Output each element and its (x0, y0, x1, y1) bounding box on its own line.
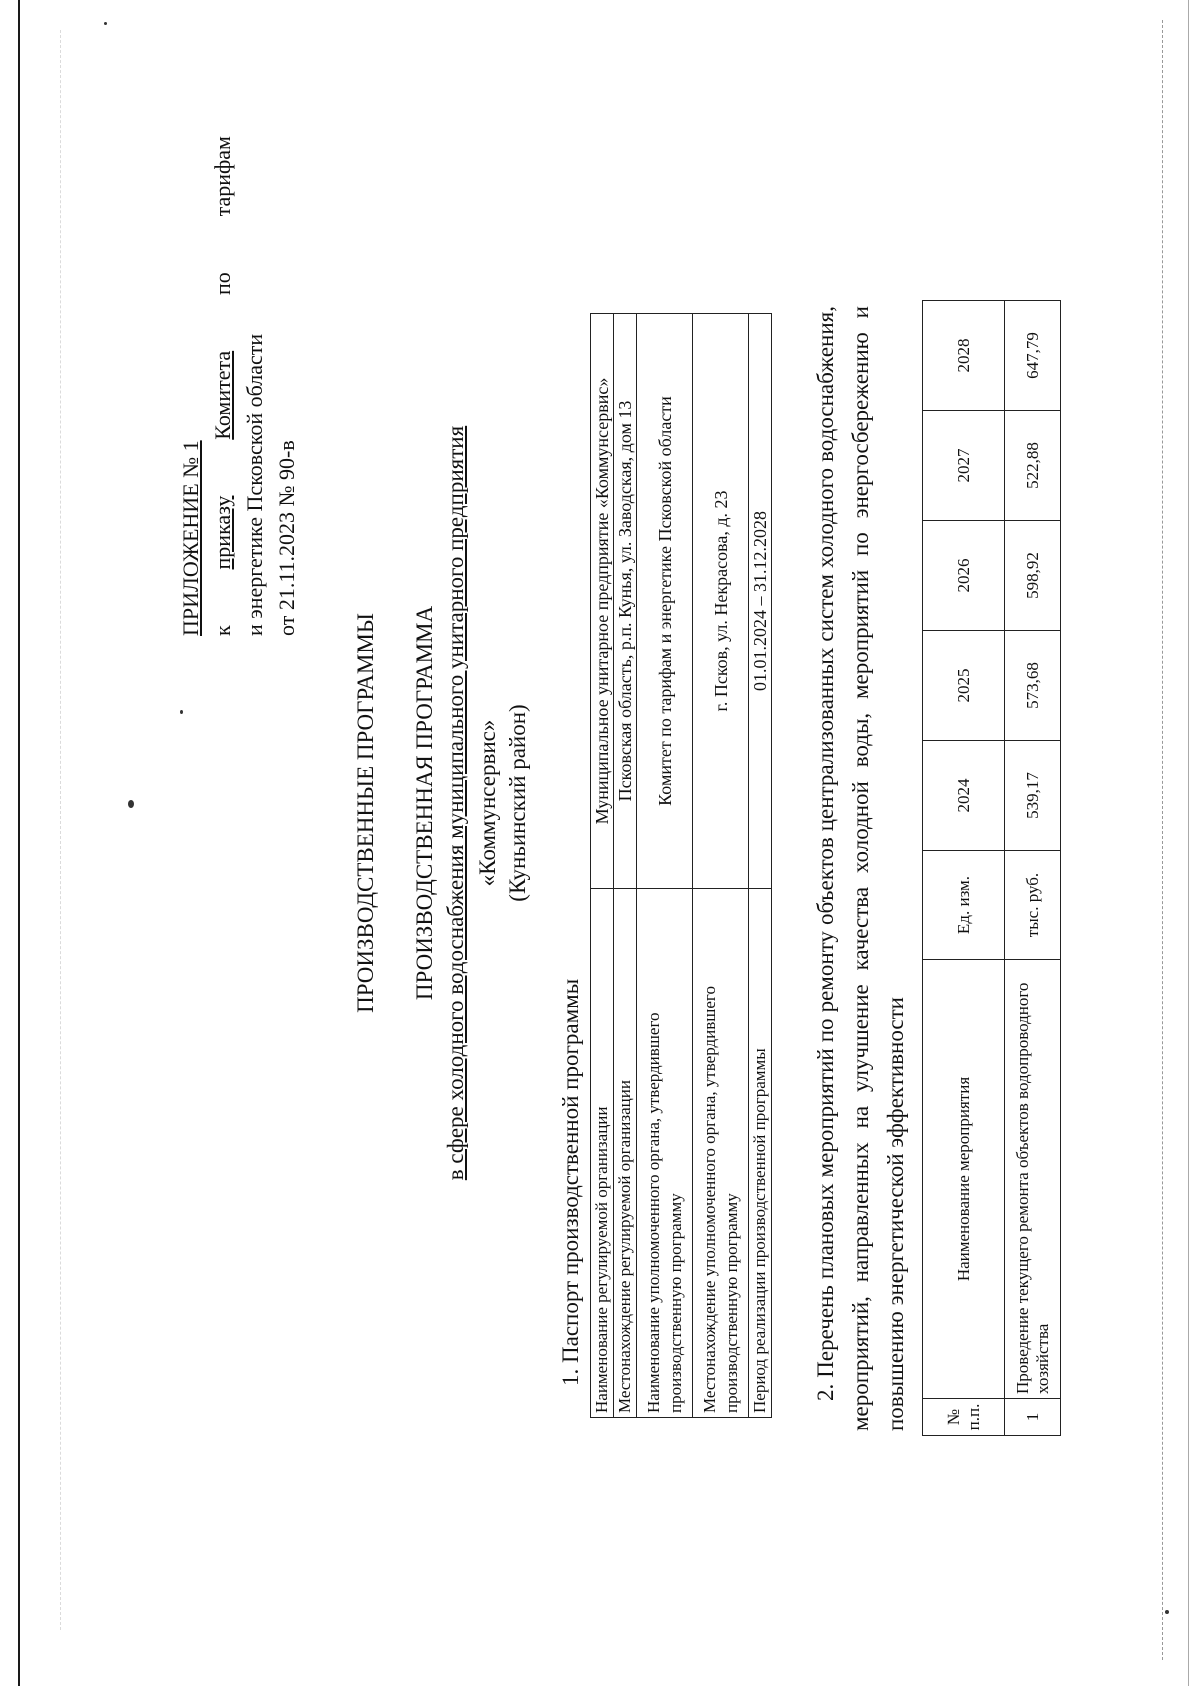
header-year: 2028 (923, 301, 1005, 411)
table-row (693, 314, 749, 1418)
cell-value: 573,68 (1005, 631, 1061, 741)
measures-title: 2. Перечень плановых мероприятий по ремонту объектов централизованных систем холодного водоснабжения, мероприятий, направленных на улучшение качества холодной воды, мероприятий по энергосбережению и повышению энергетической эффективности (813, 306, 908, 1431)
program-org: «Коммунсервис» (475, 719, 500, 887)
passport-value: Муниципальное унитарное предприятие «Коммунсервис» (591, 314, 614, 889)
header-unit: Ед. изм. (923, 851, 1005, 960)
header-year: 2027 (923, 411, 1005, 521)
appendix-word: приказу (210, 495, 235, 570)
cell-value: 539,17 (1005, 741, 1061, 851)
cell-value: 647,79 (1005, 301, 1061, 411)
table-row (749, 314, 772, 1418)
table-row (923, 301, 1005, 1436)
header-name: Наименование мероприятия (923, 960, 1005, 1399)
appendix-line3: от 21.11.2023 № 90-в (274, 440, 299, 636)
passport-label: Местонахождение уполномоченного органа, утвердившего производственную программу (693, 889, 749, 1418)
appendix-line1 (207, 136, 239, 636)
appendix-word: тарифам (210, 136, 235, 217)
program-title: ПРОИЗВОДСТВЕННАЯ ПРОГРАММА (412, 605, 437, 1001)
appendix-word: к (210, 625, 235, 636)
passport-label: Наименование регулируемой организации (591, 889, 614, 1418)
table-row (614, 314, 637, 1418)
appendix-title: ПРИЛОЖЕНИЕ № 1 (178, 440, 203, 636)
appendix-line2: и энергетике Псковской области (242, 333, 267, 636)
passport-value: Псковская область, р.п. Кунья, ул. Заводская, дом 13 (614, 314, 637, 889)
program-district: (Куньинский район) (505, 704, 530, 902)
cell-value: 598,92 (1005, 521, 1061, 631)
cell-name: Проведение текущего ремонта объектов водопроводного хозяйства (1005, 960, 1061, 1399)
table-row (1005, 301, 1061, 1436)
passport-value: 01.01.2024 – 31.12.2028 (749, 314, 772, 889)
passport-value: г. Псков, ул. Некрасова, д. 23 (693, 314, 749, 889)
passport-label: Местонахождение регулируемой организации (614, 889, 637, 1418)
cell-num: 1 (1005, 1399, 1061, 1436)
header-year: 2026 (923, 521, 1005, 631)
appendix-word: Комитета (210, 350, 235, 440)
measures-table (922, 300, 1061, 1436)
header-year: 2024 (923, 741, 1005, 851)
passport-label: Наименование уполномоченного органа, утвердившего производственную программу (637, 889, 693, 1418)
main-title: ПРОИЗВОДСТВЕННЫЕ ПРОГРАММЫ (353, 613, 378, 1013)
table-row (637, 314, 693, 1418)
appendix-block (175, 136, 303, 636)
table-row (591, 314, 614, 1418)
passport-table (590, 313, 772, 1418)
passport-label: Период реализации производственной программы (749, 889, 772, 1418)
passport-title: 1. Паспорт производственной программы (558, 978, 583, 1386)
appendix-word: по (210, 272, 235, 296)
passport-value: Комитет по тарифам и энергетике Псковской области (637, 314, 693, 889)
header-num: № п.п. (923, 1399, 1005, 1436)
program-sphere: в сфере холодного водоснабжения муниципального унитарного предприятия (443, 425, 468, 1181)
header-year: 2025 (923, 631, 1005, 741)
cell-unit: тыс. руб. (1005, 851, 1061, 960)
cell-value: 522,88 (1005, 411, 1061, 521)
